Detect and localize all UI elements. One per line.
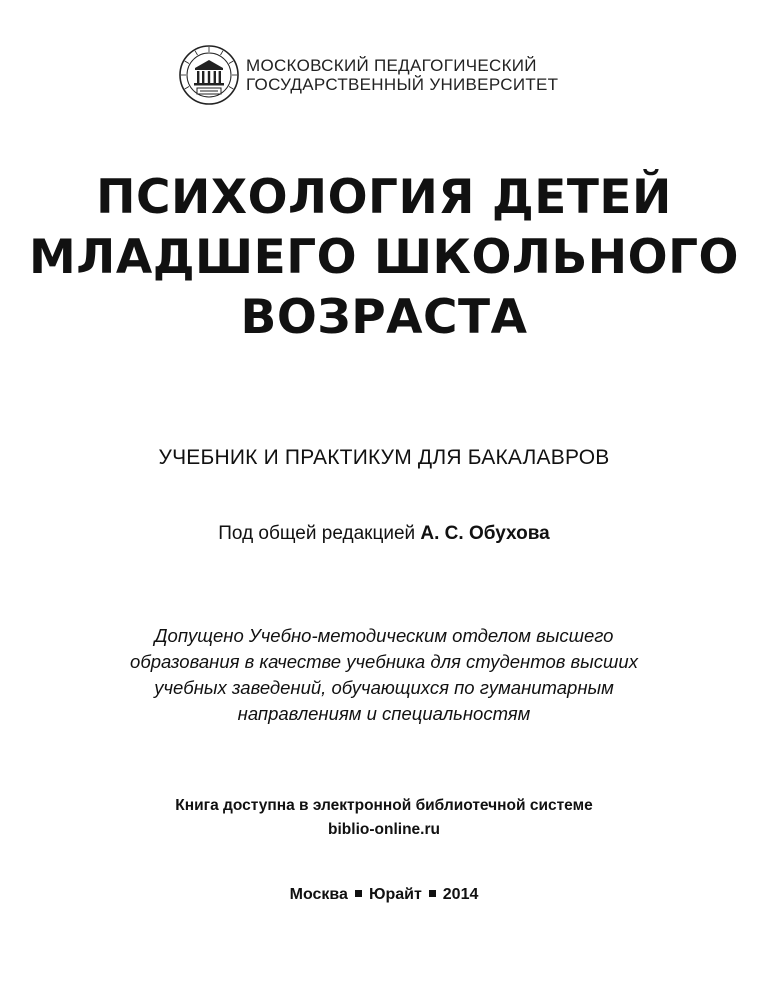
book-title [0,168,768,348]
book-title-line-3: ВОЗРАСТА [240,290,528,345]
approval-line-3: учебных заведений, обучающихся по гуманитарным [154,677,614,698]
library-access-line: Книга доступна в электронной библиотечной системе [175,797,593,814]
imprint-line [0,886,768,904]
university-name [246,56,558,94]
editor-line [0,523,768,545]
editor-name: А. С. Обухова [420,523,550,544]
university-header [178,44,558,106]
imprint-publisher: Юрайт [368,886,422,903]
separator-square-icon [355,890,362,897]
imprint-year: 2014 [442,886,479,903]
approval-note [0,623,768,727]
approval-line-4: направлениям и специальностям [237,703,531,724]
approval-line-2: образования в качестве учебника для студентов высших [130,651,638,672]
library-url: biblio-online.ru [328,821,440,838]
separator-square-icon [429,890,436,897]
book-subtitle: УЧЕБНИК И ПРАКТИКУМ ДЛЯ БАКАЛАВРОВ [158,446,610,469]
university-name-line-1: МОСКОВСКИЙ ПЕДАГОГИЧЕСКИЙ [246,56,537,75]
book-title-line-2: МЛАДШЕГО ШКОЛЬНОГО [29,230,739,285]
book-title-line-1: ПСИХОЛОГИЯ ДЕТЕЙ [96,170,672,225]
university-name-line-2: ГОСУДАРСТВЕННЫЙ УНИВЕРСИТЕТ [246,75,559,94]
library-access-note [0,794,768,842]
editor-prefix: Под общей редакцией [218,523,416,544]
approval-line-1: Допущено Учебно-методическим отделом высшего [154,625,614,646]
university-seal-icon [178,44,240,106]
imprint-city: Москва [289,886,348,903]
